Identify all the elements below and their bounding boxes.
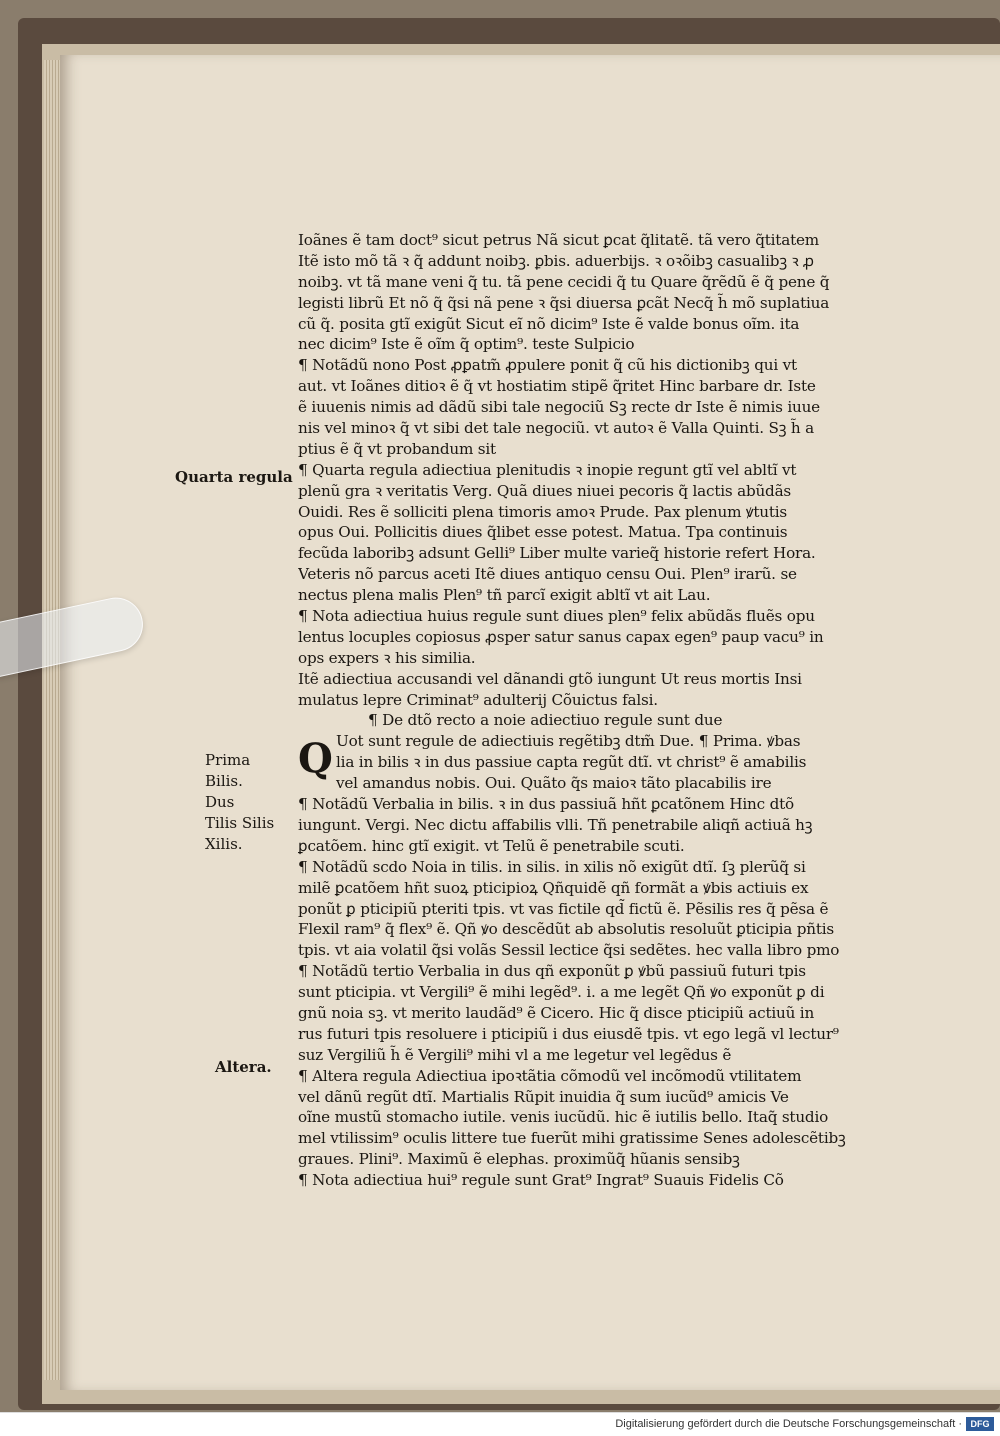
text-line: lentus locuples copiosus ꝓsper satur sanus capax egen⁹ paup vacu⁹ in [298,627,824,646]
drop-capital: Q [298,735,333,782]
text-line: ptius ẽ q̃ vt probandum sit [298,439,496,458]
text-line: ꝑcatõem. hinc gtĩ exigit. vt Telũ ẽ penetrabile scuti. [298,836,685,855]
dfg-logo: DFG [966,1417,994,1431]
text-line: nec dicim⁹ Iste ẽ oĩm q̃ optim⁹. teste Sulpicio [298,335,635,354]
text-line: ponũt ꝑ pticipiũ pteriti tpis. vt vas fictile qd̃ fictũ ẽ. Pẽsilis res q̃ pẽsa ẽ [298,899,829,918]
text-line: vel amandus nobis. Oui. Quãto q̃s maioꝛ tãto placabilis ire [336,774,772,793]
text-line: Itẽ isto mõ tã ꝛ q̃ addunt noibꝫ. ꝑbis. aduerbijs. ꝛ oꝛõibꝫ casualibꝫ ꝛ ꝓ [298,251,814,270]
footer-credit: Digitalisierung gefördert durch die Deutsche Forschungsgemeinschaft · [615,1418,962,1430]
text-line: milẽ ꝑcatõem hñt suoꝝ pticipioꝝ Qñquidẽ qñ formãt a ꝟbis actiuis ex [298,878,809,897]
text-line: ¶ Nota adiectiua hui⁹ regule sunt Grat⁹ Ingrat⁹ Suauis Fidelis Cõ [298,1171,784,1190]
text-line: graues. Plini⁹. Maximũ ẽ elephas. proximũq̃ hũanis sensibꝫ [298,1150,740,1169]
body-text [298,230,898,1191]
text-line: aut. vt Ioãnes ditioꝛ ẽ q̃ vt hostiatim stipẽ q̃ritet Hinc barbare dr. Iste [298,377,816,396]
text-line: Ioãnes ẽ tam doct⁹ sicut petrus Nã sicut ꝑcat q̃litatẽ. tã vero q̃titatem [298,231,819,249]
text-line: ops expers ꝛ his similia. [298,648,476,667]
margin-note-tilis-silis: Tilis Silis [205,814,275,832]
text-line: ẽ iuuenis nimis ad dãdũ sibi tale negociũ Sꝫ recte dr Iste ẽ nimis iuue [298,398,820,417]
text-line: Veteris nõ parcus aceti Itẽ diues antiquo censu Oui. Plen⁹ irarũ. se [298,565,797,584]
text-line: Flexil ram⁹ q̃ flex⁹ ẽ. Qñ ꝟo descẽdũt ab absolutis resoluũt ꝑticipia pñtis [298,920,835,939]
text-line: noibꝫ. vt tã mane veni q̃ tu. tã pene cecidi q̃ tu Quare q̃rẽdũ ẽ q̃ pene q̃ [298,272,830,291]
text-line: plenũ gra ꝛ veritatis Verg. Quã diues niuei pecoris q̃ lactis abũdãs [298,481,792,500]
text-line: opus Oui. Pollicitis diues q̃libet esse potest. Matua. Tpa continuis [298,523,788,542]
text-line: ¶ Nota adiectiua huius regule sunt diues plen⁹ felix abũdãs fluẽs opu [298,607,815,626]
text-line: ¶ Notãdũ tertio Verbalia in dus qñ exponũt ꝑ ꝟbũ passiuũ futuri tpis [298,962,806,981]
margin-note-xilis: Xilis. [205,835,243,853]
text-line: cũ q̃. posita gtĩ exigũt Sicut eĩ nõ dicim⁹ Iste ẽ valde bonus oĩm. ita [298,314,800,333]
text-line: Ouidi. Res ẽ solliciti plena timoris amoꝛ Prude. Pax plenum ꝟtutis [298,502,787,521]
text-line: mel vtilissim⁹ oculis littere tue fuerũt mihi gratissime Senes adolescẽtibꝫ [298,1129,846,1148]
footer-bar [0,1412,1000,1436]
text-line: oĩne mustũ stomacho iutile. venis iucũdũ. hic ẽ iutilis bello. Itaq̃ studio [298,1108,829,1127]
margin-note-bilis: Bilis. [205,772,243,790]
text-line: ¶ Notãdũ nono Post ꝓꝑatm̃ ꝓpulere ponit q̃ cũ his dictionibꝫ qui vt [298,356,797,375]
text-line: rus futuri tpis resoluere i pticipiũ i dus eiusdẽ tpis. vt ego legã vl lectur⁹ [298,1024,839,1043]
text-line: Itẽ adiectiua accusandi vel dãnandi gtõ iungunt Ut reus mortis Insi [298,669,802,688]
text-line: gnũ noia sꝫ. vt merito laudãd⁹ ẽ Cicero. Hic q̃ disce pticipiũ actiuũ in [298,1003,815,1022]
text-line: tpis. vt aia volatil q̃si volãs Sessil lectice q̃si sedẽtes. hec valla libro pmo [298,941,840,960]
text-line: fecũda laboribꝫ adsunt Gelli⁹ Liber multe varieq̃ historie refert Hora. [298,544,816,563]
text-line: iungunt. Vergi. Nec dictu affabilis vlli. Tñ penetrabile aliqñ actiuã hꝫ [298,815,813,834]
text-line: legisti librũ Et nõ q̃ q̃si nã pene ꝛ q̃si diuersa ꝑcãt Necq̃ h̃ mõ suplatiua [298,293,830,312]
text-line: lia in bilis ꝛ in dus passiue capta regũt dtĩ. vt christ⁹ ẽ amabilis [336,753,807,772]
text-line: mulatus lepre Criminat⁹ adulterij Cõuictus falsi. [298,690,658,709]
text-line: Uot sunt regule de adiectiuis regẽtibꝫ dtm̃ Due. ¶ Prima. ꝟbas [336,732,801,751]
text-line: ¶ De dtõ recto a noie adiectiuo regule sunt due [368,711,723,730]
margin-note-dus: Dus [205,793,235,811]
text-line: sunt pticipia. vt Vergili⁹ ẽ mihi legẽd⁹. i. a me legẽt Qñ ꝟo exponũt ꝑ di [298,983,825,1002]
text-line: ¶ Quarta regula adiectiua plenitudis ꝛ inopie regunt gtĩ vel abltĩ vt [298,460,797,479]
margin-note-prima: Prima [205,751,251,769]
margin-note-quarta-regula: Quarta regula [175,468,293,486]
text-line: nectus plena malis Plen⁹ tñ parcĩ exigit abltĩ vt ait Lau. [298,586,711,605]
text-line: vel dãnũ regũt dtĩ. Martialis Rũpit inuidia q̃ sum iucũd⁹ amicis Ve [298,1087,789,1106]
text-line: ¶ Notãdũ scdo Noia in tilis. in silis. in xilis nõ exigũt dtĩ. ſꝫ plerũq̃ si [298,857,806,876]
text-line: ¶ Notãdũ Verbalia in bilis. ꝛ in dus passiuã hñt ꝑcatõnem Hinc dtõ [298,795,794,814]
text-line: nis vel minoꝛ q̃ vt sibi det tale negociũ. vt autoꝛ ẽ Valla Quinti. Sꝫ h̃ a [298,419,814,438]
text-line: suz Vergiliũ h̃ ẽ Vergili⁹ mihi vl a me legetur vel legẽdus ẽ [298,1045,732,1064]
text-line: ¶ Altera regula Adiectiua ipoꝛtãtia cõmodũ vel incõmodũ vtilitatem [298,1066,802,1085]
margin-note-altera: Altera. [215,1058,272,1076]
